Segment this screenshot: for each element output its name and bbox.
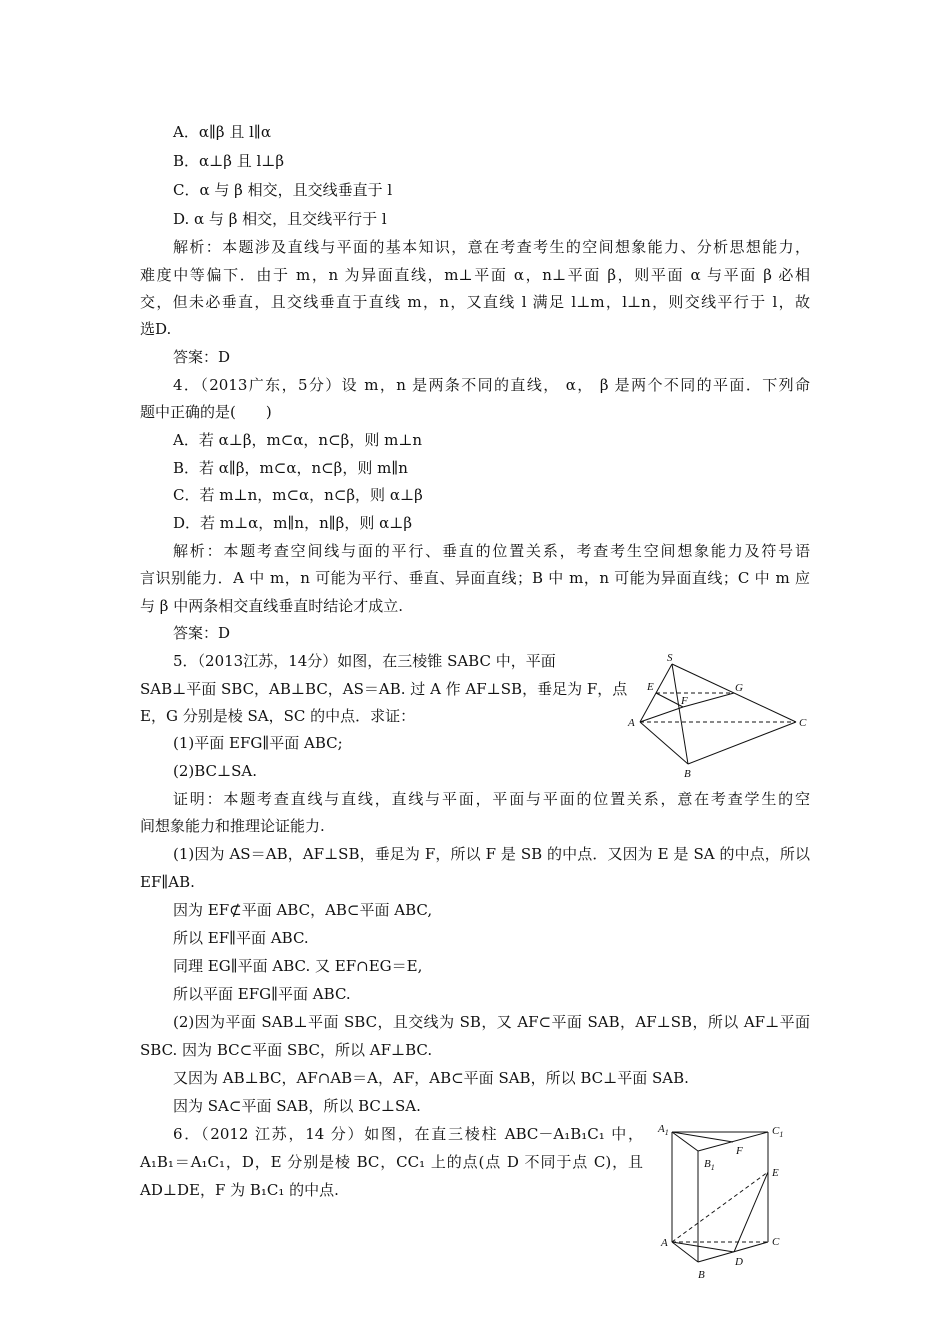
q4-option-d: D．若 m⊥α，m∥n，n∥β，则 α⊥β	[173, 514, 413, 532]
q3-option-c: C．α 与 β 相交，且交线垂直于 l	[173, 181, 393, 199]
label-f: F	[681, 695, 688, 707]
q4-answer: 答案：D	[173, 624, 231, 642]
label-c: C	[799, 717, 807, 729]
label-b: B	[698, 1269, 705, 1281]
q4-option-a: A．若 α⊥β，m⊂α，n⊂β，则 m⊥n	[173, 431, 423, 449]
label-c1: $C_1$	[772, 1125, 784, 1139]
q5-proof-line: 证明：本题考查直线与直线，直线与平面，平面与平面的位置关系，意在考查学生的空	[173, 790, 810, 808]
label-b1: $B_1$	[704, 1158, 715, 1172]
q5-proof-line: 因为 SA⊂平面 SAB，所以 BC⊥SA.	[173, 1097, 421, 1115]
q5-stem-line: (2)BC⊥SA.	[173, 762, 258, 780]
q4-stem-line: 题中正确的是( )	[140, 403, 272, 421]
q3-answer: 答案：D	[173, 348, 231, 366]
label-e: E	[647, 681, 654, 693]
q3-analysis-line: 难度中等偏下．由于 m，n 为异面直线，m⊥平面 α，n⊥平面 β，则平面 α 与平面 β 必相	[140, 266, 810, 284]
label-g: G	[735, 682, 743, 694]
q5-stem-line: E，G 分别是棱 SA，SC 的中点．求证：	[140, 707, 416, 725]
label-d: D	[735, 1256, 743, 1268]
q3-option-d: D. α 与 β 相交，且交线平行于 l	[173, 210, 387, 228]
q5-stem-line: 5．（2013江苏，14分）如图，在三棱锥 SABC 中，平面	[173, 652, 556, 670]
q3-analysis-line: 交，但未必垂直，且交线垂直于直线 m，n，又直线 l 满足 l⊥m，l⊥n，则交线平行于 l，故	[140, 293, 810, 311]
q4-option-c: C．若 m⊥n，m⊂α，n⊂β，则 α⊥β	[173, 486, 423, 504]
q4-stem-line: 4．（2013广东，5分）设 m，n 是两条不同的直线， α， β 是两个不同的平面．下列命	[173, 376, 810, 394]
q3-analysis-line: 解析：本题涉及直线与平面的基本知识，意在考查考生的空间想象能力、分析思想能力，	[173, 238, 810, 256]
q4-analysis-line: 解析：本题考查空间线与面的平行、垂直的位置关系，考查考生空间想象能力及符号语	[173, 542, 810, 560]
label-e: E	[772, 1167, 779, 1179]
q5-proof-line: SBC. 因为 BC⊂平面 SBC，所以 AF⊥BC.	[140, 1041, 433, 1059]
prism-figure	[650, 1118, 800, 1290]
label-c: C	[772, 1236, 780, 1248]
q5-proof-line: 所以平面 EFG∥平面 ABC.	[173, 985, 351, 1003]
label-s: S	[667, 652, 673, 664]
label-f: F	[736, 1145, 743, 1157]
q4-analysis-line: 言识别能力．A 中 m，n 可能为平行、垂直、异面直线；B 中 m，n 可能为异面直线；C 中 m 应	[140, 569, 810, 587]
pyramid-figure	[620, 650, 820, 785]
q5-proof-line: 又因为 AB⊥BC，AF∩AB＝A，AF，AB⊂平面 SAB，所以 BC⊥平面 SAB.	[173, 1069, 689, 1087]
q3-option-b: B．α⊥β 且 l⊥β	[173, 152, 285, 170]
q5-proof-line: 因为 EF⊄平面 ABC，AB⊂平面 ABC,	[173, 901, 433, 919]
q3-analysis-line: 选D.	[140, 320, 172, 338]
q5-stem-line: SAB⊥平面 SBC，AB⊥BC，AS＝AB. 过 A 作 AF⊥SB，垂足为 F，点	[140, 680, 628, 698]
q4-option-b: B．若 α∥β，m⊂α，n⊂β，则 m∥n	[173, 459, 408, 477]
q3-option-a: A．α∥β 且 l∥α	[173, 123, 271, 141]
q5-proof-line: 所以 EF∥平面 ABC.	[173, 929, 309, 947]
q5-proof-line: 间想象能力和推理论证能力.	[140, 817, 325, 835]
q5-proof-line: (2)因为平面 SAB⊥平面 SBC，且交线为 SB，又 AF⊂平面 SAB，AF⊥SB，所以 AF⊥平面	[173, 1013, 810, 1031]
q5-proof-line: (1)因为 AS＝AB，AF⊥SB，垂足为 F，所以 F 是 SB 的中点．又因为 E 是 SA 的中点，所以	[173, 845, 810, 863]
q4-analysis-line: 与 β 中两条相交直线垂直时结论才成立.	[140, 597, 403, 615]
q6-stem-line: AD⊥DE，F 为 B₁C₁ 的中点.	[140, 1181, 339, 1199]
label-a1: $A_1$	[658, 1123, 669, 1137]
q5-stem-line: (1)平面 EFG∥平面 ABC;	[173, 734, 343, 752]
q6-stem-line: 6．（2012 江苏，14 分）如图，在直三棱柱 ABC－A₁B₁C₁ 中，	[173, 1125, 643, 1143]
label-b: B	[684, 768, 691, 780]
q6-stem-line: A₁B₁＝A₁C₁，D，E 分别是棱 BC，CC₁ 上的点(点 D 不同于点 C)，且	[140, 1153, 643, 1171]
q5-proof-line: EF∥AB.	[140, 873, 195, 891]
label-a: A	[661, 1237, 668, 1249]
q5-proof-line: 同理 EG∥平面 ABC. 又 EF∩EG＝E,	[173, 957, 423, 975]
label-a: A	[628, 717, 635, 729]
